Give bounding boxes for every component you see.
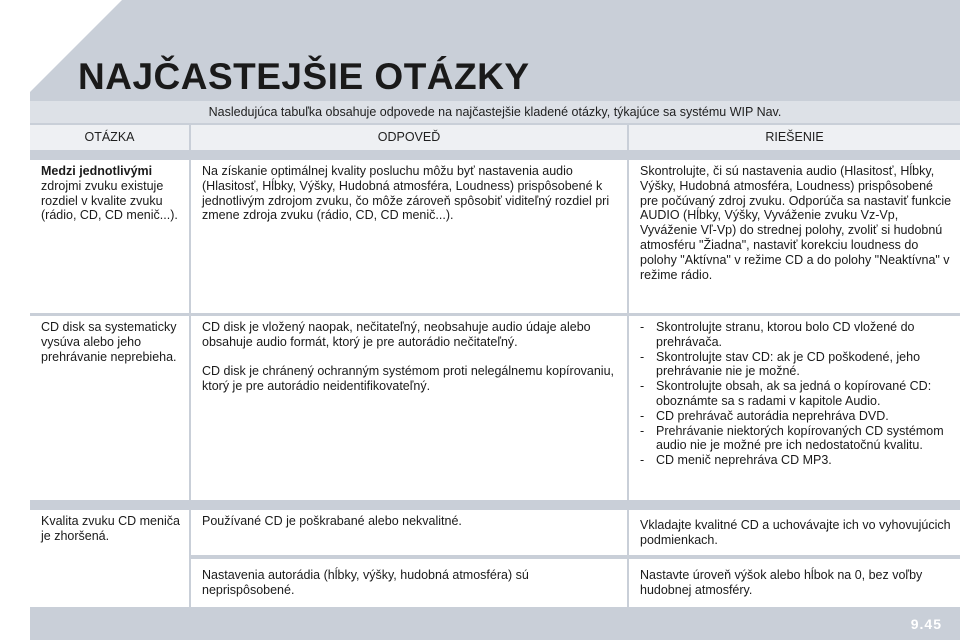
row2-question-text: CD disk sa systematicky vysúva alebo jeho prehrávanie neprebieha. (41, 320, 177, 364)
list-item: - CD menič neprehráva CD MP3. (640, 453, 952, 468)
header-solution: RIEŠENIE (629, 125, 960, 150)
list-item: - Skontrolujte stranu, ktorou bolo CD vložené do prehrávača. (640, 320, 952, 350)
row3-answer-a-text: Používané CD je poškrabané alebo nekvalitné. (202, 514, 462, 528)
list-item: - CD prehrávač autorádia neprehráva DVD. (640, 409, 952, 424)
row3-solution-b-text: Nastavte úroveň výšok alebo hĺbok na 0, bez voľby hudobnej atmosféry. (640, 568, 923, 597)
row1-answer-text: Na získanie optimálnej kvality posluchu môžu byť nastavenia audio (Hlasitosť, Hĺbky, Výšky, Hudobná atmosféra, Loudness) prispôsobené k jednotlivým zdrojom zvuku, čo môže zároveň spôsobiť viditeľný rozdiel pri zmene zdroja zvuku (rádio, CD, CD menič...). (202, 164, 610, 223)
row3-answer-b-text: Nastavenia autorádia (hĺbky, výšky, hudobná atmosféra) sú neprispôsobené. (202, 568, 529, 597)
row1-question-bold: Medzi jednotlivými (41, 164, 153, 178)
row1-question-text: zdrojmi zvuku existuje rozdiel v kvalite zvuku (rádio, CD, CD menič...). (41, 178, 178, 223)
list-item: - Skontrolujte stav CD: ak je CD poškodené, jeho prehrávanie nie je možné. (640, 350, 952, 380)
list-item: - Prehrávanie niektorých kopírovaných CD systémom audio nie je možné pre ich nedostatočnú kvalitu. (640, 424, 952, 454)
header-answer: ODPOVEĎ (191, 125, 627, 150)
row1-solution-cell (629, 160, 960, 313)
row2-solution-list (640, 320, 952, 468)
header-question: OTÁZKA (30, 125, 189, 150)
row1-answer-cell (191, 160, 627, 313)
row2-solution-cell (629, 316, 960, 500)
row1-solution-text: Skontrolujte, či sú nastavenia audio (Hlasitosť, Hĺbky, Výšky, Hudobná atmosféra, Loudness) prispôsobené pre počúvaný zdroj zvuku. Odporúča sa nastaviť funkcie AUDIO (Hĺbky, Výšky, Vyváženie zvuku Vz-Vp, Vyváženie Vľ-Vp) do strednej polohy, zvoliť si hudobnú atmosféru "Žiadna", nastaviť korekciu loudness do polohy "Aktívna" v režime CD a do polohy "Neaktívna" v režime rádio. (640, 164, 952, 282)
row3-solution-a-cell (629, 510, 960, 555)
page-number: 9.45 (910, 616, 942, 632)
row2-question-cell (30, 316, 189, 500)
row2-answer-cell (191, 316, 627, 500)
row3-answer-b-cell (191, 559, 627, 607)
list-item: - Skontrolujte obsah, ak sa jedná o kopírované CD: oboznámte sa s radami v kapitole Audio. (640, 379, 952, 409)
row2-answer-paragraph-1: CD disk je vložený naopak, nečitateľný, neobsahuje audio údaje alebo obsahuje audio formát, ktorý je pre autorádio nečitateľný. (202, 320, 591, 349)
row3-answer-a-cell (191, 510, 627, 555)
intro-text: Nasledujúca tabuľka obsahuje odpovede na najčastejšie kladené otázky, týkajúce sa systému WIP Nav. (30, 101, 960, 123)
row1-question-cell (30, 160, 189, 313)
row3-question-cell (30, 510, 189, 607)
page-title: NAJČASTEJŠIE OTÁZKY (78, 56, 530, 97)
row3-solution-b-cell (629, 559, 960, 607)
row3-question-text: Kvalita zvuku CD meniča je zhoršená. (41, 514, 180, 543)
row2-answer-paragraph-2: CD disk je chránený ochranným systémom proti nelegálnemu kopírovaniu, ktorý je pre autorádio neidentifikovateľný. (202, 364, 614, 393)
row3-solution-a-text: Vkladajte kvalitné CD a uchovávajte ich vo vyhovujúcich podmienkach. (640, 518, 951, 547)
